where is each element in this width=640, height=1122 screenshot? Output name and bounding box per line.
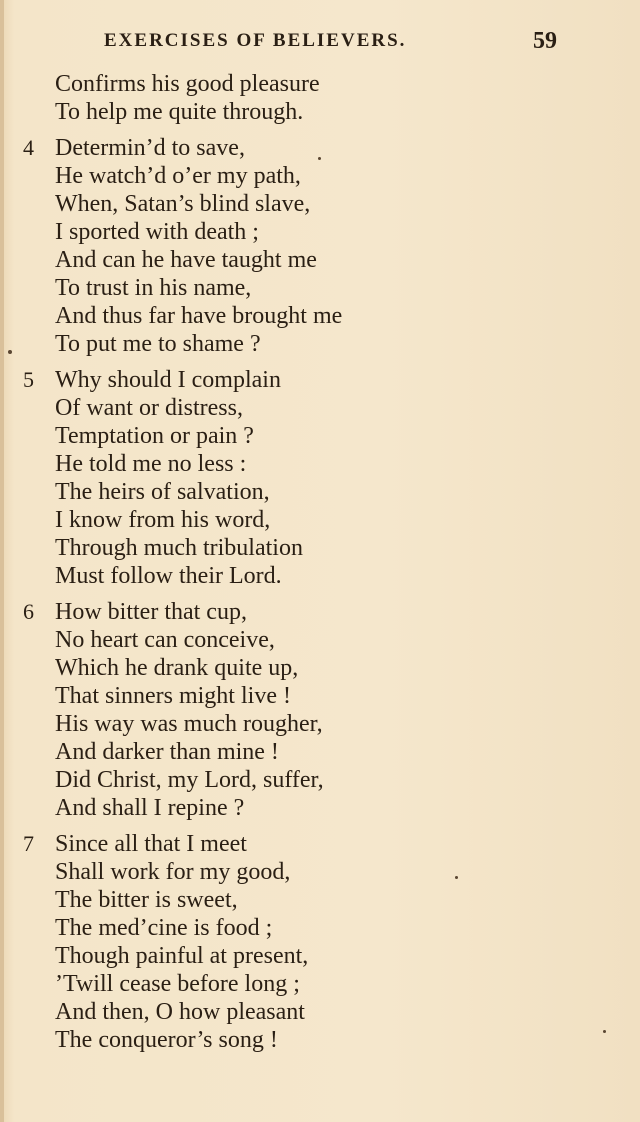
verse-line: Did Christ, my Lord, suffer, — [55, 767, 324, 793]
stanza-number: 6 — [23, 599, 34, 624]
verse-line: That sinners might live ! — [55, 683, 291, 709]
verse-line: He told me no less : — [55, 451, 247, 477]
verse-line: I sported with death ; — [55, 219, 259, 245]
verse-line: Shall work for my good, — [55, 859, 291, 885]
stanza-4 — [23, 134, 615, 358]
verse-line: And shall I repine ? — [55, 795, 245, 821]
verse-line: The med’cine is food ; — [55, 915, 273, 941]
verse-line: And can he have taught me — [55, 247, 317, 273]
verse-line: His way was much rougher, — [55, 711, 323, 737]
stanza-number: 5 — [23, 367, 34, 392]
verse-line: The bitter is sweet, — [55, 887, 238, 913]
paper-speck — [8, 350, 12, 354]
hymn-text — [23, 70, 615, 1062]
stanza-number: 7 — [23, 831, 34, 856]
verse-line: The conqueror’s song ! — [55, 1027, 278, 1053]
verse-line: He watch’d o’er my path, — [55, 163, 301, 189]
verse-line: To help me quite through. — [55, 99, 304, 125]
verse-line: And then, O how pleasant — [55, 999, 305, 1025]
paper-speck — [318, 157, 321, 160]
paper-speck — [455, 876, 458, 879]
verse-line: Through much tribulation — [55, 535, 303, 561]
verse-line: Which he drank quite up, — [55, 655, 299, 681]
verse-line: And thus far have brought me — [55, 303, 343, 329]
stanza-3-continued — [55, 70, 615, 126]
stanza-5 — [23, 366, 615, 590]
verse-line: 5 Why should I complain — [23, 367, 281, 393]
stanza-7 — [23, 830, 615, 1054]
verse-line: To trust in his name, — [55, 275, 252, 301]
stanza-number: 4 — [23, 135, 34, 160]
verse-line: To put me to shame ? — [55, 331, 261, 357]
verse-line: 7 Since all that I meet — [23, 831, 247, 857]
verse-line: Temptation or pain ? — [55, 423, 254, 449]
paper-speck — [603, 1030, 606, 1033]
verse-line: No heart can conceive, — [55, 627, 275, 653]
verse-line: When, Satan’s blind slave, — [55, 191, 311, 217]
verse-line: 4 Determin’d to save, — [23, 135, 245, 161]
verse-line: Must follow their Lord. — [55, 563, 282, 589]
verse-line: I know from his word, — [55, 507, 271, 533]
verse-line: The heirs of salvation, — [55, 479, 270, 505]
verse-line: And darker than mine ! — [55, 739, 279, 765]
verse-line: 6 How bitter that cup, — [23, 599, 247, 625]
verse-line: Of want or distress, — [55, 395, 243, 421]
verse-line: ’Twill cease before long ; — [55, 971, 300, 997]
page-number: 59 — [533, 28, 557, 54]
running-title: EXERCISES OF BELIEVERS. — [104, 30, 407, 51]
verse-line: Confirms his good pleasure — [55, 71, 320, 97]
stanza-6 — [23, 598, 615, 822]
verse-line: Though painful at present, — [55, 943, 309, 969]
